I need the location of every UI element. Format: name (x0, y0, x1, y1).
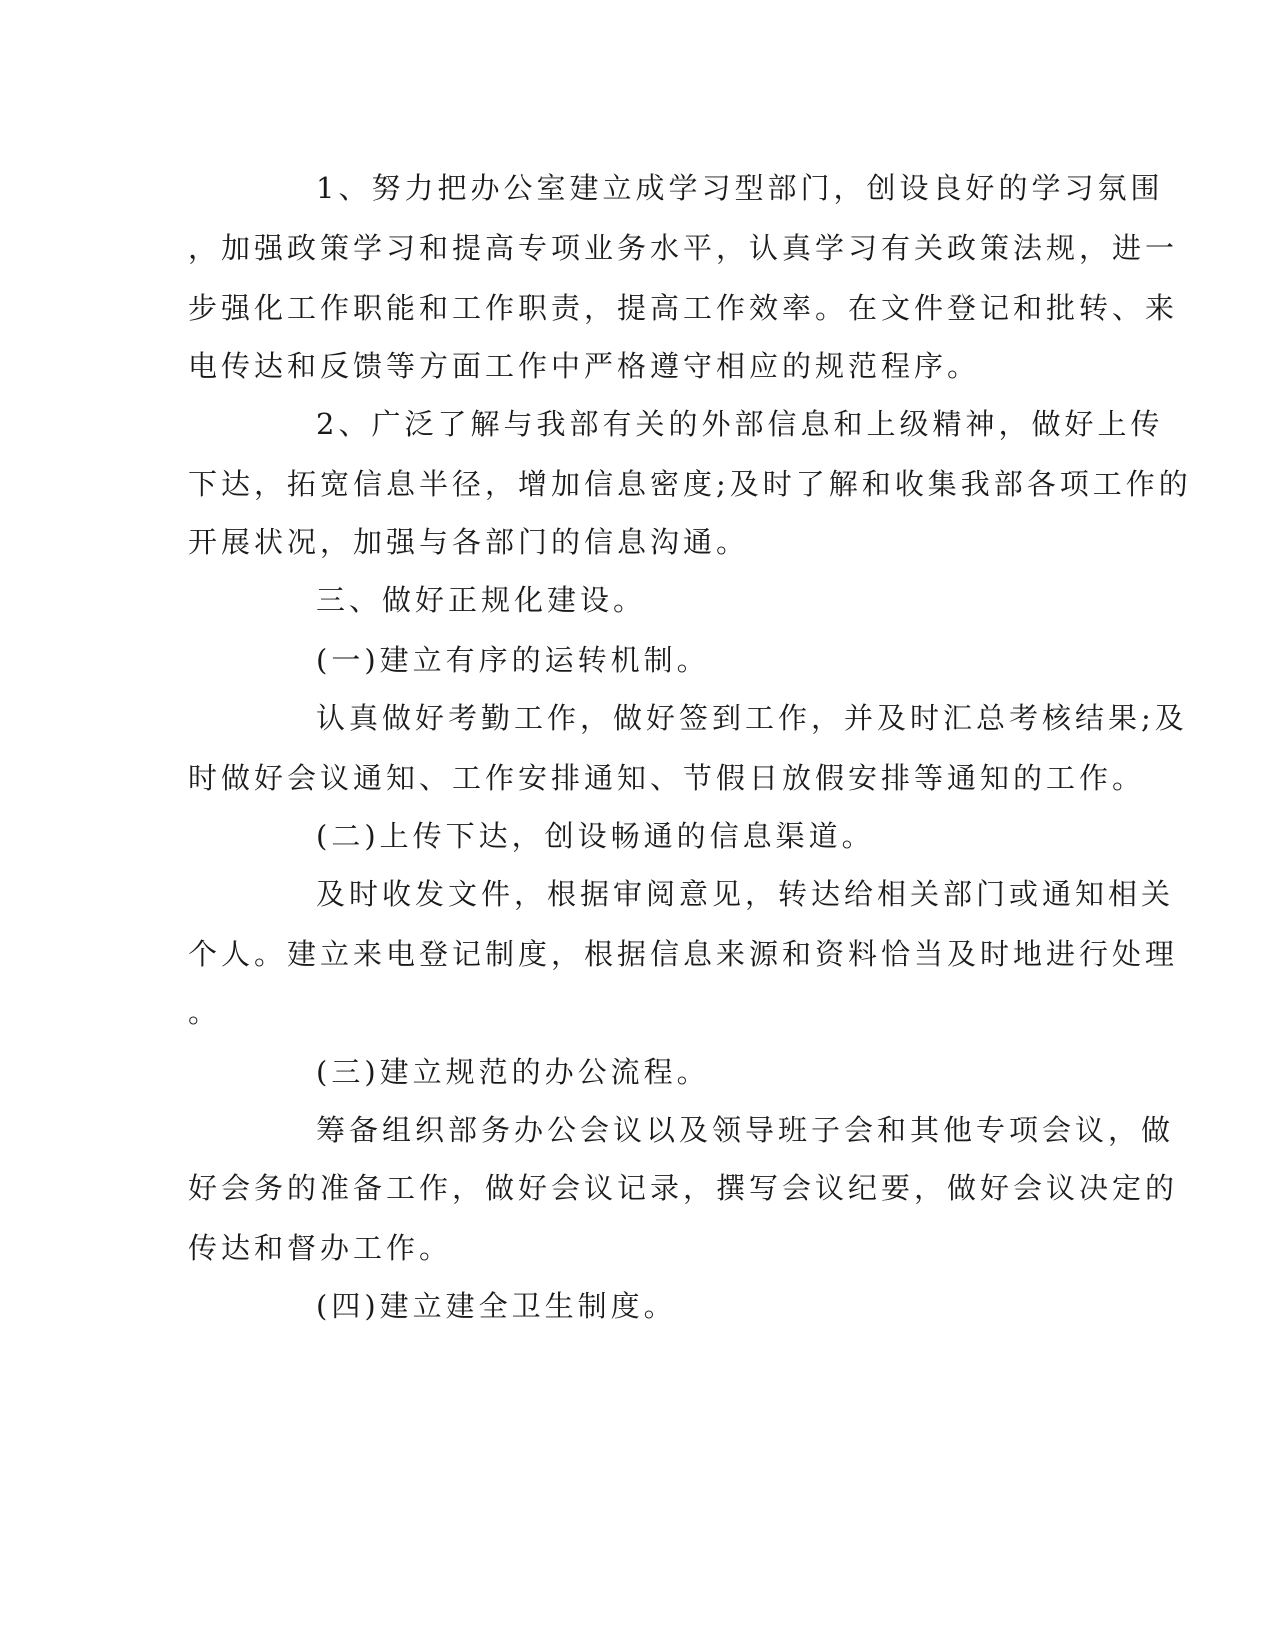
paragraph-5-line-3: 传达和督办工作。 (188, 1231, 453, 1265)
paragraph-2-line-2: 下达，拓宽信息半径，增加信息密度;及时了解和收集我部各项工作的 (188, 467, 1192, 501)
subheading-2: (二)上传下达，创设畅通的信息渠道。 (316, 819, 875, 853)
paragraph-5-line-2: 好会务的准备工作，做好会议记录，撰写会议纪要，做好会议决定的 (188, 1171, 1179, 1205)
subheading-4: (四)建立建全卫生制度。 (316, 1289, 677, 1323)
paragraph-1-line-3: 步强化工作职能和工作职责，提高工作效率。在文件登记和批转、来 (188, 291, 1179, 325)
paragraph-4-line-2: 个人。建立来电登记制度，根据信息来源和资料恰当及时地进行处理 (188, 937, 1179, 971)
paragraph-4-line-3: 。 (188, 995, 222, 1029)
subheading-3: (三)建立规范的办公流程。 (316, 1055, 710, 1089)
paragraph-5-line-1: 筹备组织部务办公会议以及领导班子会和其他专项会议，做 (316, 1113, 1175, 1147)
paragraph-3-line-2: 时做好会议通知、工作安排通知、节假日放假安排等通知的工作。 (188, 761, 1146, 795)
paragraph-1-line-2: ，加强政策学习和提高专项业务水平，认真学习有关政策法规，进一 (188, 231, 1179, 265)
subheading-1: (一)建立有序的运转机制。 (316, 643, 710, 677)
paragraph-2-line-1: 2、广泛了解与我部有关的外部信息和上级精神，做好上传 (316, 407, 1164, 441)
paragraph-1-line-1: 1、努力把办公室建立成学习型部门，创设良好的学习氛围 (316, 171, 1164, 205)
paragraph-4-line-1: 及时收发文件，根据审阅意见，转达给相关部门或通知相关 (316, 877, 1175, 911)
paragraph-1-line-4: 电传达和反馈等方面工作中严格遵守相应的规范程序。 (188, 349, 981, 383)
paragraph-2-line-3: 开展状况，加强与各部门的信息沟通。 (188, 525, 750, 559)
section-heading: 三、做好正规化建设。 (316, 583, 647, 617)
paragraph-3-line-1: 认真做好考勤工作，做好签到工作，并及时汇总考核结果;及 (316, 701, 1188, 735)
